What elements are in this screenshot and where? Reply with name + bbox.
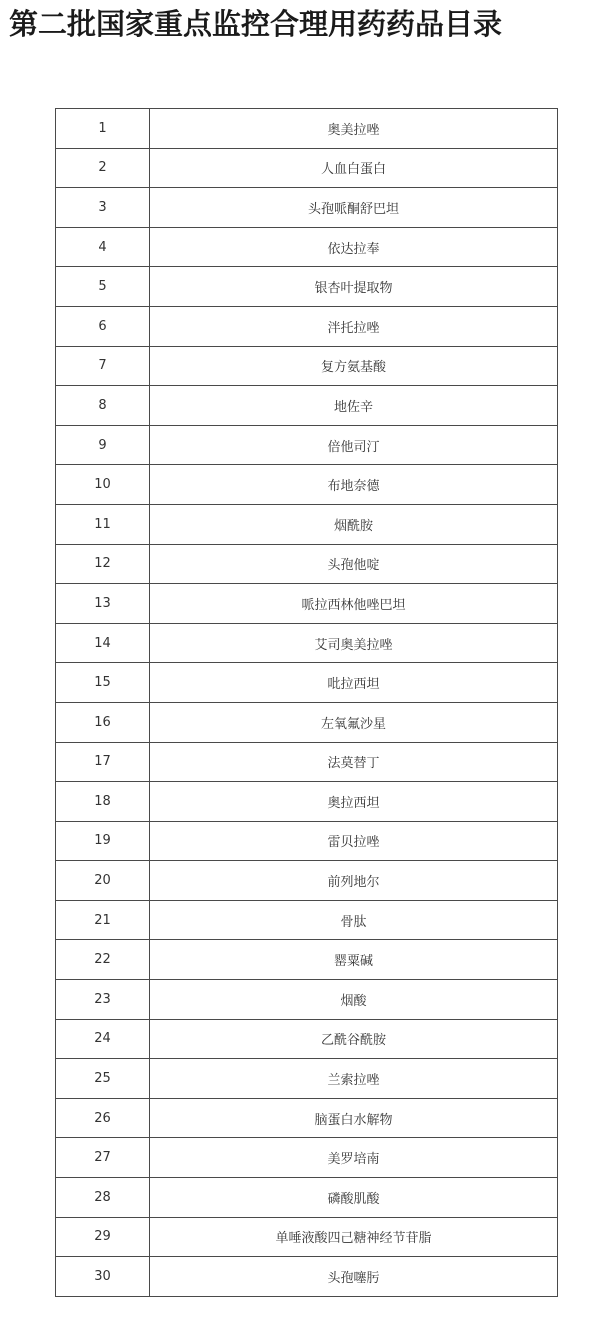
table-row <box>56 188 558 228</box>
drug-name-cell: 头孢他啶 <box>150 544 558 584</box>
drug-name-cell: 布地奈德 <box>150 465 558 505</box>
table-row <box>56 1257 558 1297</box>
drug-name-cell: 艾司奥美拉唑 <box>150 623 558 663</box>
table-row <box>56 742 558 782</box>
row-number-cell: 4 <box>56 227 150 267</box>
drug-name-cell: 烟酸 <box>150 980 558 1020</box>
table-row <box>56 663 558 703</box>
row-number-cell: 21 <box>56 900 150 940</box>
drug-name-cell: 磷酸肌酸 <box>150 1178 558 1218</box>
row-number-cell: 25 <box>56 1059 150 1099</box>
drug-name-cell: 骨肽 <box>150 900 558 940</box>
table-row <box>56 900 558 940</box>
table-row <box>56 782 558 822</box>
row-number-cell: 11 <box>56 504 150 544</box>
drug-name-cell: 美罗培南 <box>150 1138 558 1178</box>
table-row <box>56 861 558 901</box>
drug-name-cell: 吡拉西坦 <box>150 663 558 703</box>
drug-name-cell: 银杏叶提取物 <box>150 267 558 307</box>
table-row <box>56 1098 558 1138</box>
row-number-cell: 14 <box>56 623 150 663</box>
table-row <box>56 504 558 544</box>
row-number-cell: 9 <box>56 425 150 465</box>
table-body <box>56 109 558 1297</box>
drug-name-cell: 复方氨基酸 <box>150 346 558 386</box>
drug-list-table <box>55 108 558 1297</box>
drug-name-cell: 法莫替丁 <box>150 742 558 782</box>
drug-name-cell: 地佐辛 <box>150 386 558 426</box>
drug-name-cell: 人血白蛋白 <box>150 148 558 188</box>
row-number-cell: 27 <box>56 1138 150 1178</box>
table-row <box>56 544 558 584</box>
row-number-cell: 16 <box>56 702 150 742</box>
table-row <box>56 1059 558 1099</box>
row-number-cell: 12 <box>56 544 150 584</box>
row-number-cell: 1 <box>56 109 150 149</box>
table-row <box>56 1019 558 1059</box>
table-row <box>56 980 558 1020</box>
row-number-cell: 7 <box>56 346 150 386</box>
table-row <box>56 425 558 465</box>
drug-name-cell: 哌拉西林他唑巴坦 <box>150 584 558 624</box>
row-number-cell: 15 <box>56 663 150 703</box>
row-number-cell: 29 <box>56 1217 150 1257</box>
table-row <box>56 109 558 149</box>
drug-name-cell: 雷贝拉唑 <box>150 821 558 861</box>
drug-name-cell: 罂粟碱 <box>150 940 558 980</box>
drug-name-cell: 前列地尔 <box>150 861 558 901</box>
drug-name-cell: 烟酰胺 <box>150 504 558 544</box>
drug-name-cell: 左氧氟沙星 <box>150 702 558 742</box>
row-number-cell: 8 <box>56 386 150 426</box>
table-row <box>56 584 558 624</box>
drug-name-cell: 单唾液酸四己糖神经节苷脂 <box>150 1217 558 1257</box>
row-number-cell: 19 <box>56 821 150 861</box>
table-row <box>56 227 558 267</box>
row-number-cell: 24 <box>56 1019 150 1059</box>
row-number-cell: 10 <box>56 465 150 505</box>
table-row <box>56 148 558 188</box>
table-row <box>56 1178 558 1218</box>
table-row <box>56 306 558 346</box>
row-number-cell: 18 <box>56 782 150 822</box>
row-number-cell: 28 <box>56 1178 150 1218</box>
page-title: 第二批国家重点监控合理用药药品目录 <box>9 7 503 41</box>
row-number-cell: 13 <box>56 584 150 624</box>
drug-name-cell: 乙酰谷酰胺 <box>150 1019 558 1059</box>
row-number-cell: 26 <box>56 1098 150 1138</box>
row-number-cell: 20 <box>56 861 150 901</box>
table-row <box>56 1138 558 1178</box>
row-number-cell: 3 <box>56 188 150 228</box>
row-number-cell: 22 <box>56 940 150 980</box>
row-number-cell: 6 <box>56 306 150 346</box>
table-row <box>56 1217 558 1257</box>
row-number-cell: 5 <box>56 267 150 307</box>
row-number-cell: 23 <box>56 980 150 1020</box>
table-row <box>56 386 558 426</box>
row-number-cell: 17 <box>56 742 150 782</box>
drug-name-cell: 头孢噻肟 <box>150 1257 558 1297</box>
drug-name-cell: 倍他司汀 <box>150 425 558 465</box>
table-row <box>56 821 558 861</box>
drug-name-cell: 奥拉西坦 <box>150 782 558 822</box>
drug-name-cell: 奥美拉唑 <box>150 109 558 149</box>
drug-name-cell: 头孢哌酮舒巴坦 <box>150 188 558 228</box>
table-row <box>56 702 558 742</box>
row-number-cell: 30 <box>56 1257 150 1297</box>
table-row <box>56 465 558 505</box>
table-row <box>56 346 558 386</box>
table-row <box>56 940 558 980</box>
drug-name-cell: 依达拉奉 <box>150 227 558 267</box>
drug-name-cell: 泮托拉唑 <box>150 306 558 346</box>
row-number-cell: 2 <box>56 148 150 188</box>
table-row <box>56 623 558 663</box>
drug-name-cell: 脑蛋白水解物 <box>150 1098 558 1138</box>
table-row <box>56 267 558 307</box>
drug-name-cell: 兰索拉唑 <box>150 1059 558 1099</box>
